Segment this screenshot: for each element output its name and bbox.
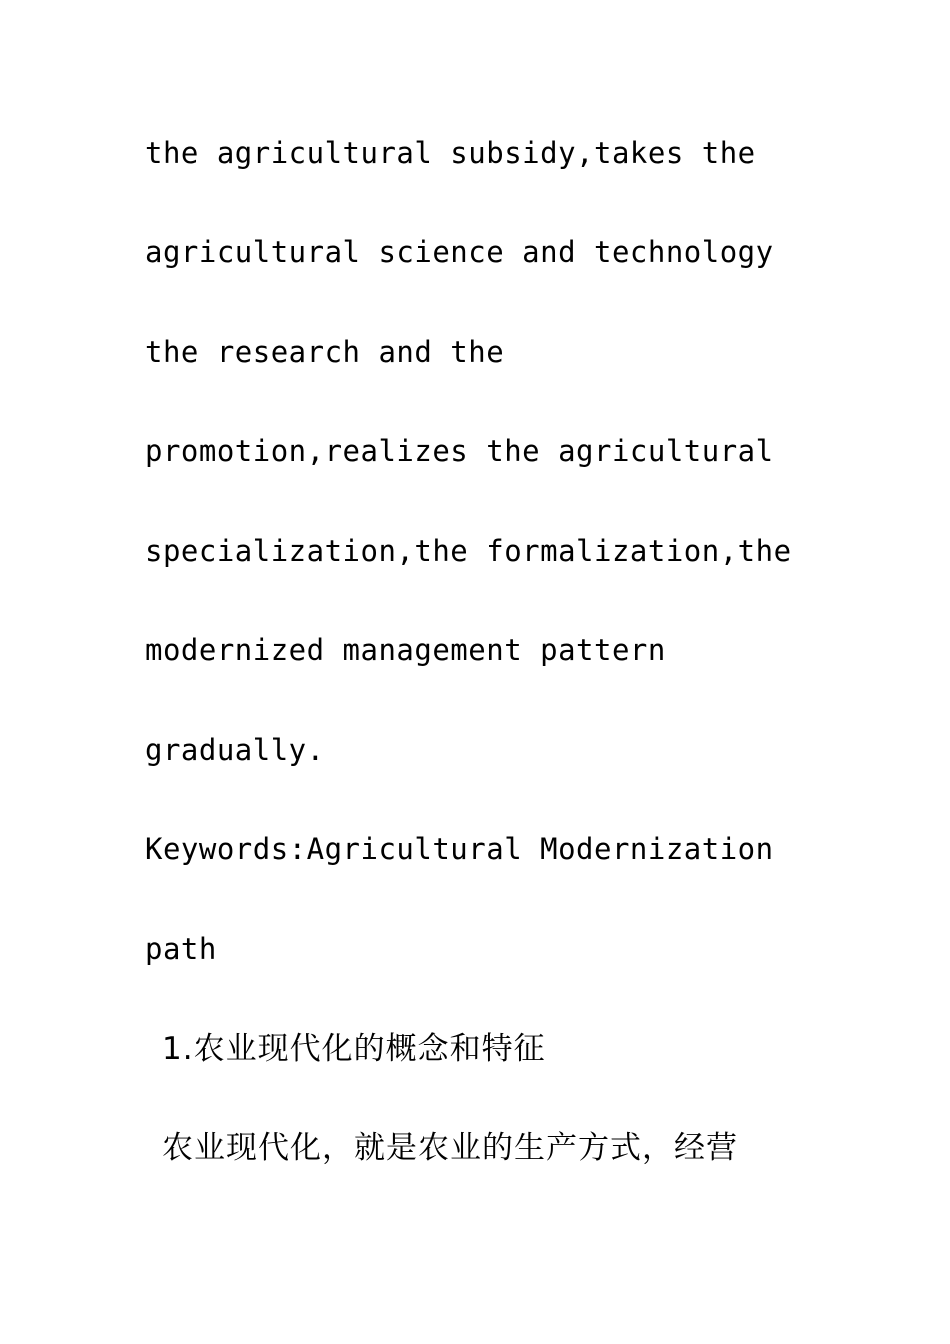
abstract-line-7: gradually. (145, 733, 325, 767)
abstract-line-2: agricultural science and technology (145, 235, 774, 269)
abstract-line-3: the research and the (145, 335, 505, 369)
abstract-line-5: specialization,the formalization,the (145, 534, 792, 568)
abstract-line-4: promotion,realizes the agricultural (145, 434, 774, 468)
keywords-line: Keywords:Agricultural Modernization (145, 832, 774, 866)
abstract-line-1: the agricultural subsidy,takes the (145, 136, 756, 170)
abstract-line-6: modernized management pattern (145, 633, 666, 667)
keywords-continuation: path (145, 932, 217, 966)
section-heading: 1.农业现代化的概念和特征 (162, 1031, 546, 1067)
body-paragraph-line: 农业现代化，就是农业的生产方式，经营 (162, 1130, 738, 1166)
